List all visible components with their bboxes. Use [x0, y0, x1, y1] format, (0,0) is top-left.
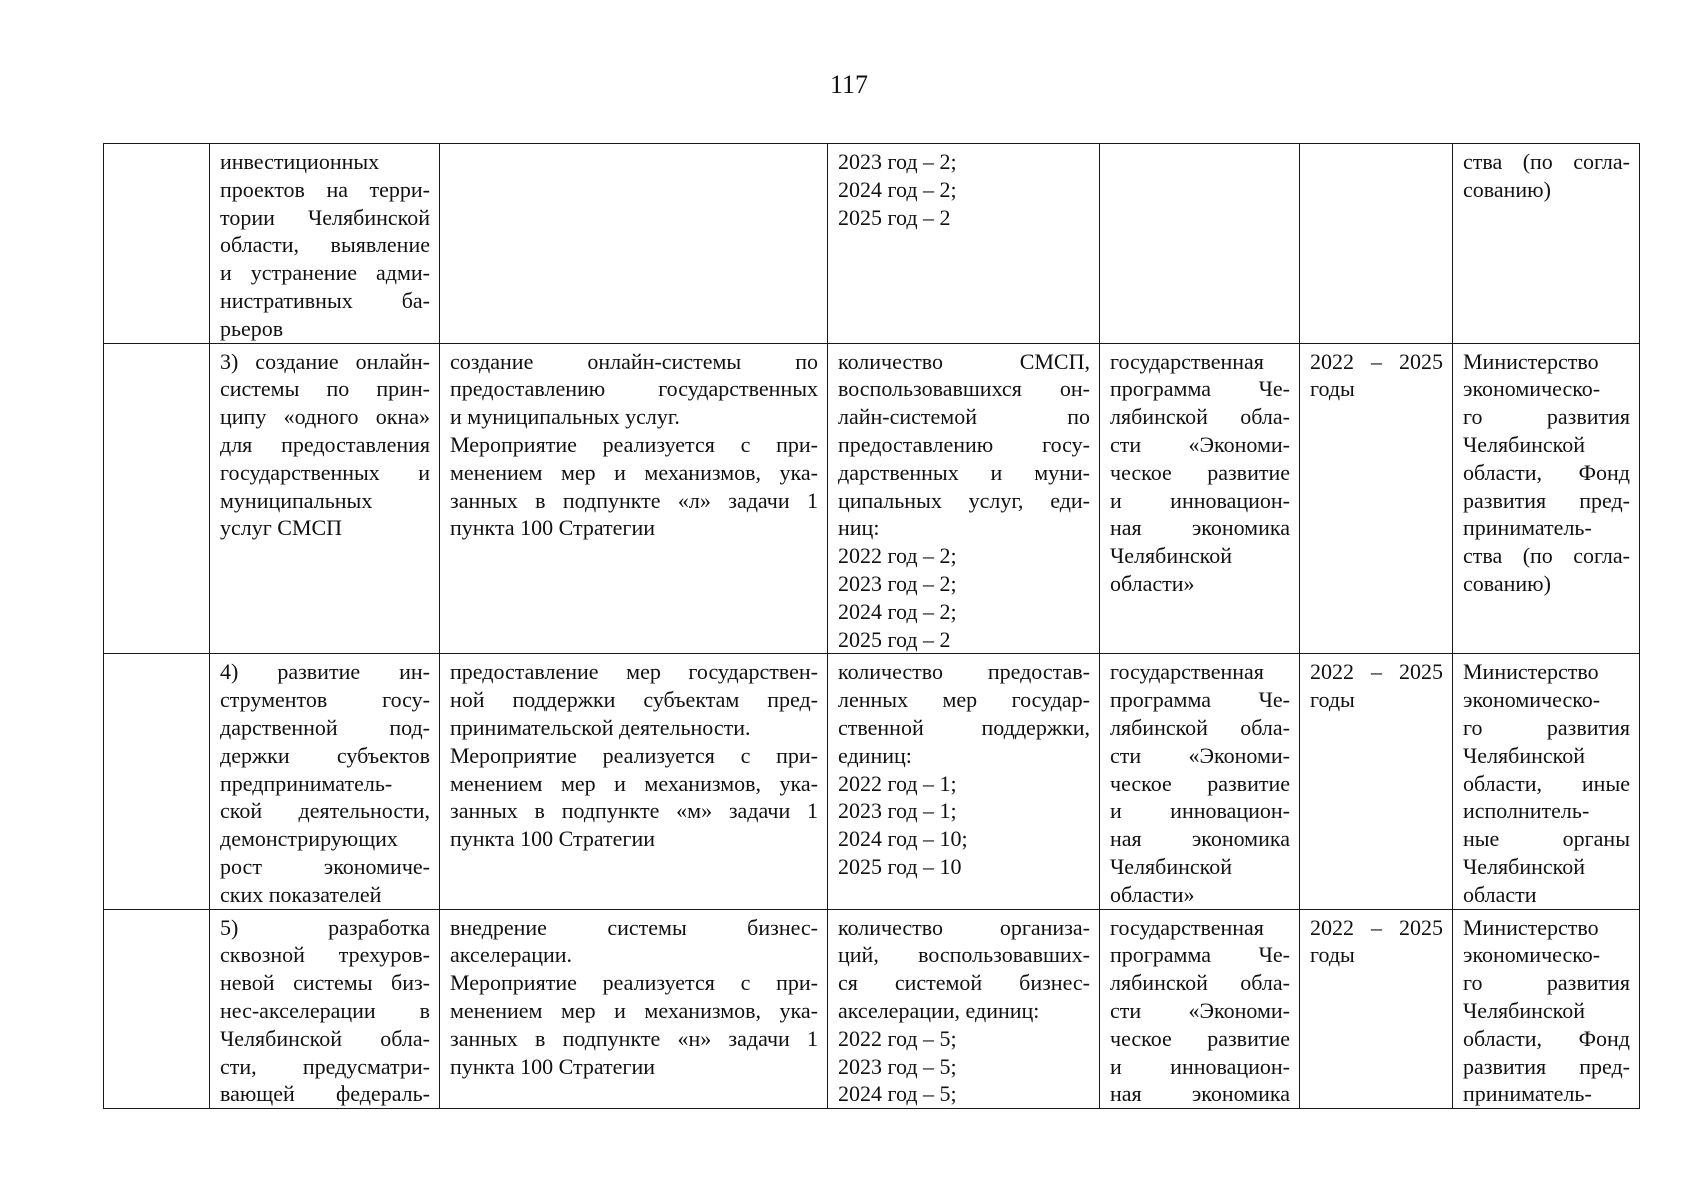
measures-table [103, 143, 1640, 1109]
program-cell [1100, 144, 1300, 344]
responsible-cell [1453, 654, 1640, 909]
cell-line: вающей федераль- [220, 1081, 430, 1107]
cell-line: области, выявление [220, 232, 430, 258]
cell-line: 2024 год – 2; [838, 598, 957, 624]
cell-line: государственная [1110, 659, 1264, 685]
period-cell [1300, 909, 1453, 1109]
cell-line: ной поддержки субъектам пред- [450, 687, 818, 713]
table-row [104, 654, 1640, 909]
cell-line: ленных мер государ- [838, 687, 1090, 713]
table-row [104, 144, 1640, 344]
cell-line: сквозной трехуров- [220, 942, 430, 968]
cell-line: развития пред- [1463, 1053, 1630, 1079]
cell-line: рост экономиче- [220, 853, 430, 879]
cell-line: 2023 год – 1; [838, 798, 957, 824]
cell-line: ниц: [838, 515, 880, 541]
cell-line: занных в подпункте «л» задачи 1 [450, 487, 818, 513]
cell-line: области, Фонд [1463, 1025, 1630, 1051]
cell-line: тории Челябинской [220, 204, 430, 230]
cell-line: программа Че- [1110, 942, 1290, 968]
cell-line: и муниципальных услуг. [450, 404, 680, 430]
cell-line: и инновацион- [1110, 1053, 1290, 1079]
cell-line: занных в подпункте «н» задачи 1 [450, 1025, 818, 1051]
cell-line: программа Че- [1110, 376, 1290, 402]
indicator-cell [828, 343, 1100, 654]
cell-line: 2023 год – 2; [838, 570, 957, 596]
cell-line: ная экономика [1110, 1081, 1290, 1107]
cell-line: 2024 год – 5; [838, 1081, 957, 1107]
cell-line: сти «Экономи- [1110, 431, 1290, 457]
cell-line: 2025 год – 2 [838, 204, 951, 230]
period-cell [1300, 654, 1453, 909]
period-cell [1300, 343, 1453, 654]
cell-line: пункта 100 Стратегии [450, 826, 656, 852]
cell-line: 2025 год – 10 [838, 853, 962, 879]
cell-line: муниципальных [220, 487, 373, 513]
cell-line: рьеров [220, 315, 284, 341]
indicator-cell [828, 909, 1100, 1109]
cell-line: экономическо- [1463, 687, 1601, 713]
cell-line: струментов госу- [220, 687, 430, 713]
cell-line: воспользовавшихся он- [838, 376, 1090, 402]
cell-line: 2022 год – 1; [838, 770, 957, 796]
responsible-cell [1453, 909, 1640, 1109]
cell-line: 2022 – 2025 [1310, 659, 1443, 685]
cell-line: Мероприятие реализуется с при- [450, 742, 818, 768]
cell-line: сти «Экономи- [1110, 742, 1290, 768]
program-cell [1100, 343, 1300, 654]
program-cell [1100, 909, 1300, 1109]
cell-line: ся системой бизнес- [838, 970, 1090, 996]
cell-line: области» [1110, 881, 1195, 907]
cell-line: пункта 100 Стратегии [450, 515, 656, 541]
cell-line: 2025 год – 2 [838, 626, 951, 652]
cell-line: годы [1310, 942, 1355, 968]
cell-line: 2022 год – 2; [838, 543, 957, 569]
cell-line: экономическо- [1463, 376, 1601, 402]
cell-line: области [1463, 881, 1537, 907]
cell-line: ческое развитие [1110, 459, 1290, 485]
expected-result-cell [440, 909, 828, 1109]
cell-line: развития пред- [1463, 487, 1630, 513]
indicator-cell [828, 654, 1100, 909]
cell-line: 2023 год – 5; [838, 1053, 957, 1079]
number-cell [104, 343, 210, 654]
number-cell [104, 144, 210, 344]
cell-line: 2022 – 2025 [1310, 914, 1443, 940]
responsible-cell [1453, 144, 1640, 344]
cell-line: годы [1310, 687, 1355, 713]
cell-line: пункта 100 Стратегии [450, 1053, 656, 1079]
number-cell [104, 909, 210, 1109]
cell-line: сти, предусматри- [220, 1053, 430, 1079]
cell-line: приниматель- [1463, 515, 1592, 541]
cell-line: государственных и [220, 459, 430, 485]
cell-line: Челябинской обла- [220, 1025, 430, 1051]
cell-line: предоставление мер государствен- [450, 659, 818, 685]
cell-line: ства (по согла- [1463, 543, 1630, 569]
cell-line: лябинской обла- [1110, 714, 1290, 740]
cell-line: ских показателей [220, 881, 382, 907]
cell-line: ные органы [1463, 826, 1630, 852]
cell-line: ная экономика [1110, 515, 1290, 541]
cell-line: проектов на терри- [220, 176, 430, 202]
cell-line: Челябинской [1463, 431, 1586, 457]
cell-line: единиц: [838, 742, 912, 768]
measure-name-cell [210, 144, 440, 344]
cell-line: ческое развитие [1110, 770, 1290, 796]
cell-line: Челябинской [1463, 997, 1586, 1023]
cell-line: экономическо- [1463, 942, 1601, 968]
cell-line: ской деятельности, [220, 798, 430, 824]
cell-line: нистративных ба- [220, 287, 430, 313]
cell-line: для предоставления [220, 431, 430, 457]
cell-line: 2022 – 2025 [1310, 348, 1443, 374]
cell-line: создание онлайн-системы по [450, 348, 818, 374]
cell-line: го развития [1463, 714, 1630, 740]
cell-line: ципальных услуг, еди- [838, 487, 1090, 513]
expected-result-cell [440, 144, 828, 344]
cell-line: области, Фонд [1463, 459, 1630, 485]
cell-line: государственная [1110, 348, 1264, 374]
measure-name-cell [210, 343, 440, 654]
cell-line: дарственных и муни- [838, 459, 1090, 485]
cell-line: предоставлению государственных [450, 376, 818, 402]
number-cell [104, 654, 210, 909]
cell-line: ства (по согла- [1463, 149, 1630, 174]
cell-line: го развития [1463, 404, 1630, 430]
cell-line: невой системы биз- [220, 970, 430, 996]
cell-line: акселерации, единиц: [838, 997, 1040, 1023]
cell-line: количество СМСП, [838, 348, 1090, 374]
cell-line: демонстрирующих [220, 826, 398, 852]
cell-line: и инновацион- [1110, 487, 1290, 513]
cell-line: менением мер и механизмов, ука- [450, 459, 818, 485]
measure-name-cell [210, 654, 440, 909]
cell-line: исполнитель- [1463, 798, 1590, 824]
indicator-cell [828, 144, 1100, 344]
cell-line: ческое развитие [1110, 1025, 1290, 1051]
cell-line: сованию) [1463, 176, 1551, 202]
cell-line: нес-акселерации в [220, 997, 430, 1023]
cell-line: 4) развитие ин- [220, 659, 430, 685]
cell-line: лайн-системой по [838, 404, 1090, 430]
table-row [104, 909, 1640, 1109]
program-cell [1100, 654, 1300, 909]
cell-line: Министерство [1463, 914, 1599, 940]
cell-line: 2023 год – 2; [838, 149, 957, 174]
cell-line: лябинской обла- [1110, 404, 1290, 430]
cell-line: го развития [1463, 970, 1630, 996]
cell-line: области, иные [1463, 770, 1630, 796]
cell-line: сти «Экономи- [1110, 997, 1290, 1023]
cell-line: Мероприятие реализуется с при- [450, 431, 818, 457]
cell-line: Министерство [1463, 659, 1599, 685]
cell-line: 2024 год – 2; [838, 176, 957, 202]
cell-line: занных в подпункте «м» задачи 1 [450, 798, 818, 824]
cell-line: акселерации. [450, 942, 573, 968]
page-number: 117 [829, 70, 869, 99]
cell-line: лябинской обла- [1110, 970, 1290, 996]
cell-line: и устранение адми- [220, 260, 430, 286]
cell-line: 5) разработка [220, 914, 430, 940]
cell-line: сованию) [1463, 570, 1551, 596]
cell-line: 2022 год – 5; [838, 1025, 957, 1051]
cell-line: 2024 год – 10; [838, 826, 968, 852]
cell-line: ципу «одного окна» [220, 404, 430, 430]
cell-line: предприниматель- [220, 770, 393, 796]
cell-line: Челябинской [1463, 742, 1586, 768]
cell-line: Министерство [1463, 348, 1599, 374]
cell-line: системы по прин- [220, 376, 430, 402]
cell-line: инвестиционных [220, 149, 380, 174]
cell-line: держки субъектов [220, 742, 430, 768]
cell-line: Челябинской [1110, 543, 1233, 569]
period-cell [1300, 144, 1453, 344]
cell-line: предоставлению госу- [838, 431, 1090, 457]
cell-line: программа Че- [1110, 687, 1290, 713]
cell-line: принимательской деятельности. [450, 714, 751, 740]
cell-line: количество организа- [838, 914, 1090, 940]
table-row [104, 343, 1640, 654]
cell-line: годы [1310, 376, 1355, 402]
cell-line: менением мер и механизмов, ука- [450, 770, 818, 796]
cell-line: Мероприятие реализуется с при- [450, 970, 818, 996]
cell-line: приниматель- [1463, 1081, 1592, 1107]
expected-result-cell [440, 654, 828, 909]
cell-line: области» [1110, 570, 1195, 596]
cell-line: и инновацион- [1110, 798, 1290, 824]
cell-line: Челябинской [1110, 853, 1233, 879]
cell-line: дарственной под- [220, 714, 430, 740]
cell-line: государственная [1110, 914, 1264, 940]
responsible-cell [1453, 343, 1640, 654]
cell-line: 3) создание онлайн- [220, 348, 430, 374]
cell-line: внедрение системы бизнес- [450, 914, 818, 940]
cell-line: ная экономика [1110, 826, 1290, 852]
cell-line: ций, воспользовавших- [838, 942, 1090, 968]
cell-line: количество предостав- [838, 659, 1090, 685]
cell-line: услуг СМСП [220, 515, 343, 541]
measure-name-cell [210, 909, 440, 1109]
cell-line: менением мер и механизмов, ука- [450, 997, 818, 1023]
cell-line: ственной поддержки, [838, 714, 1090, 740]
expected-result-cell [440, 343, 828, 654]
cell-line: Челябинской [1463, 853, 1586, 879]
